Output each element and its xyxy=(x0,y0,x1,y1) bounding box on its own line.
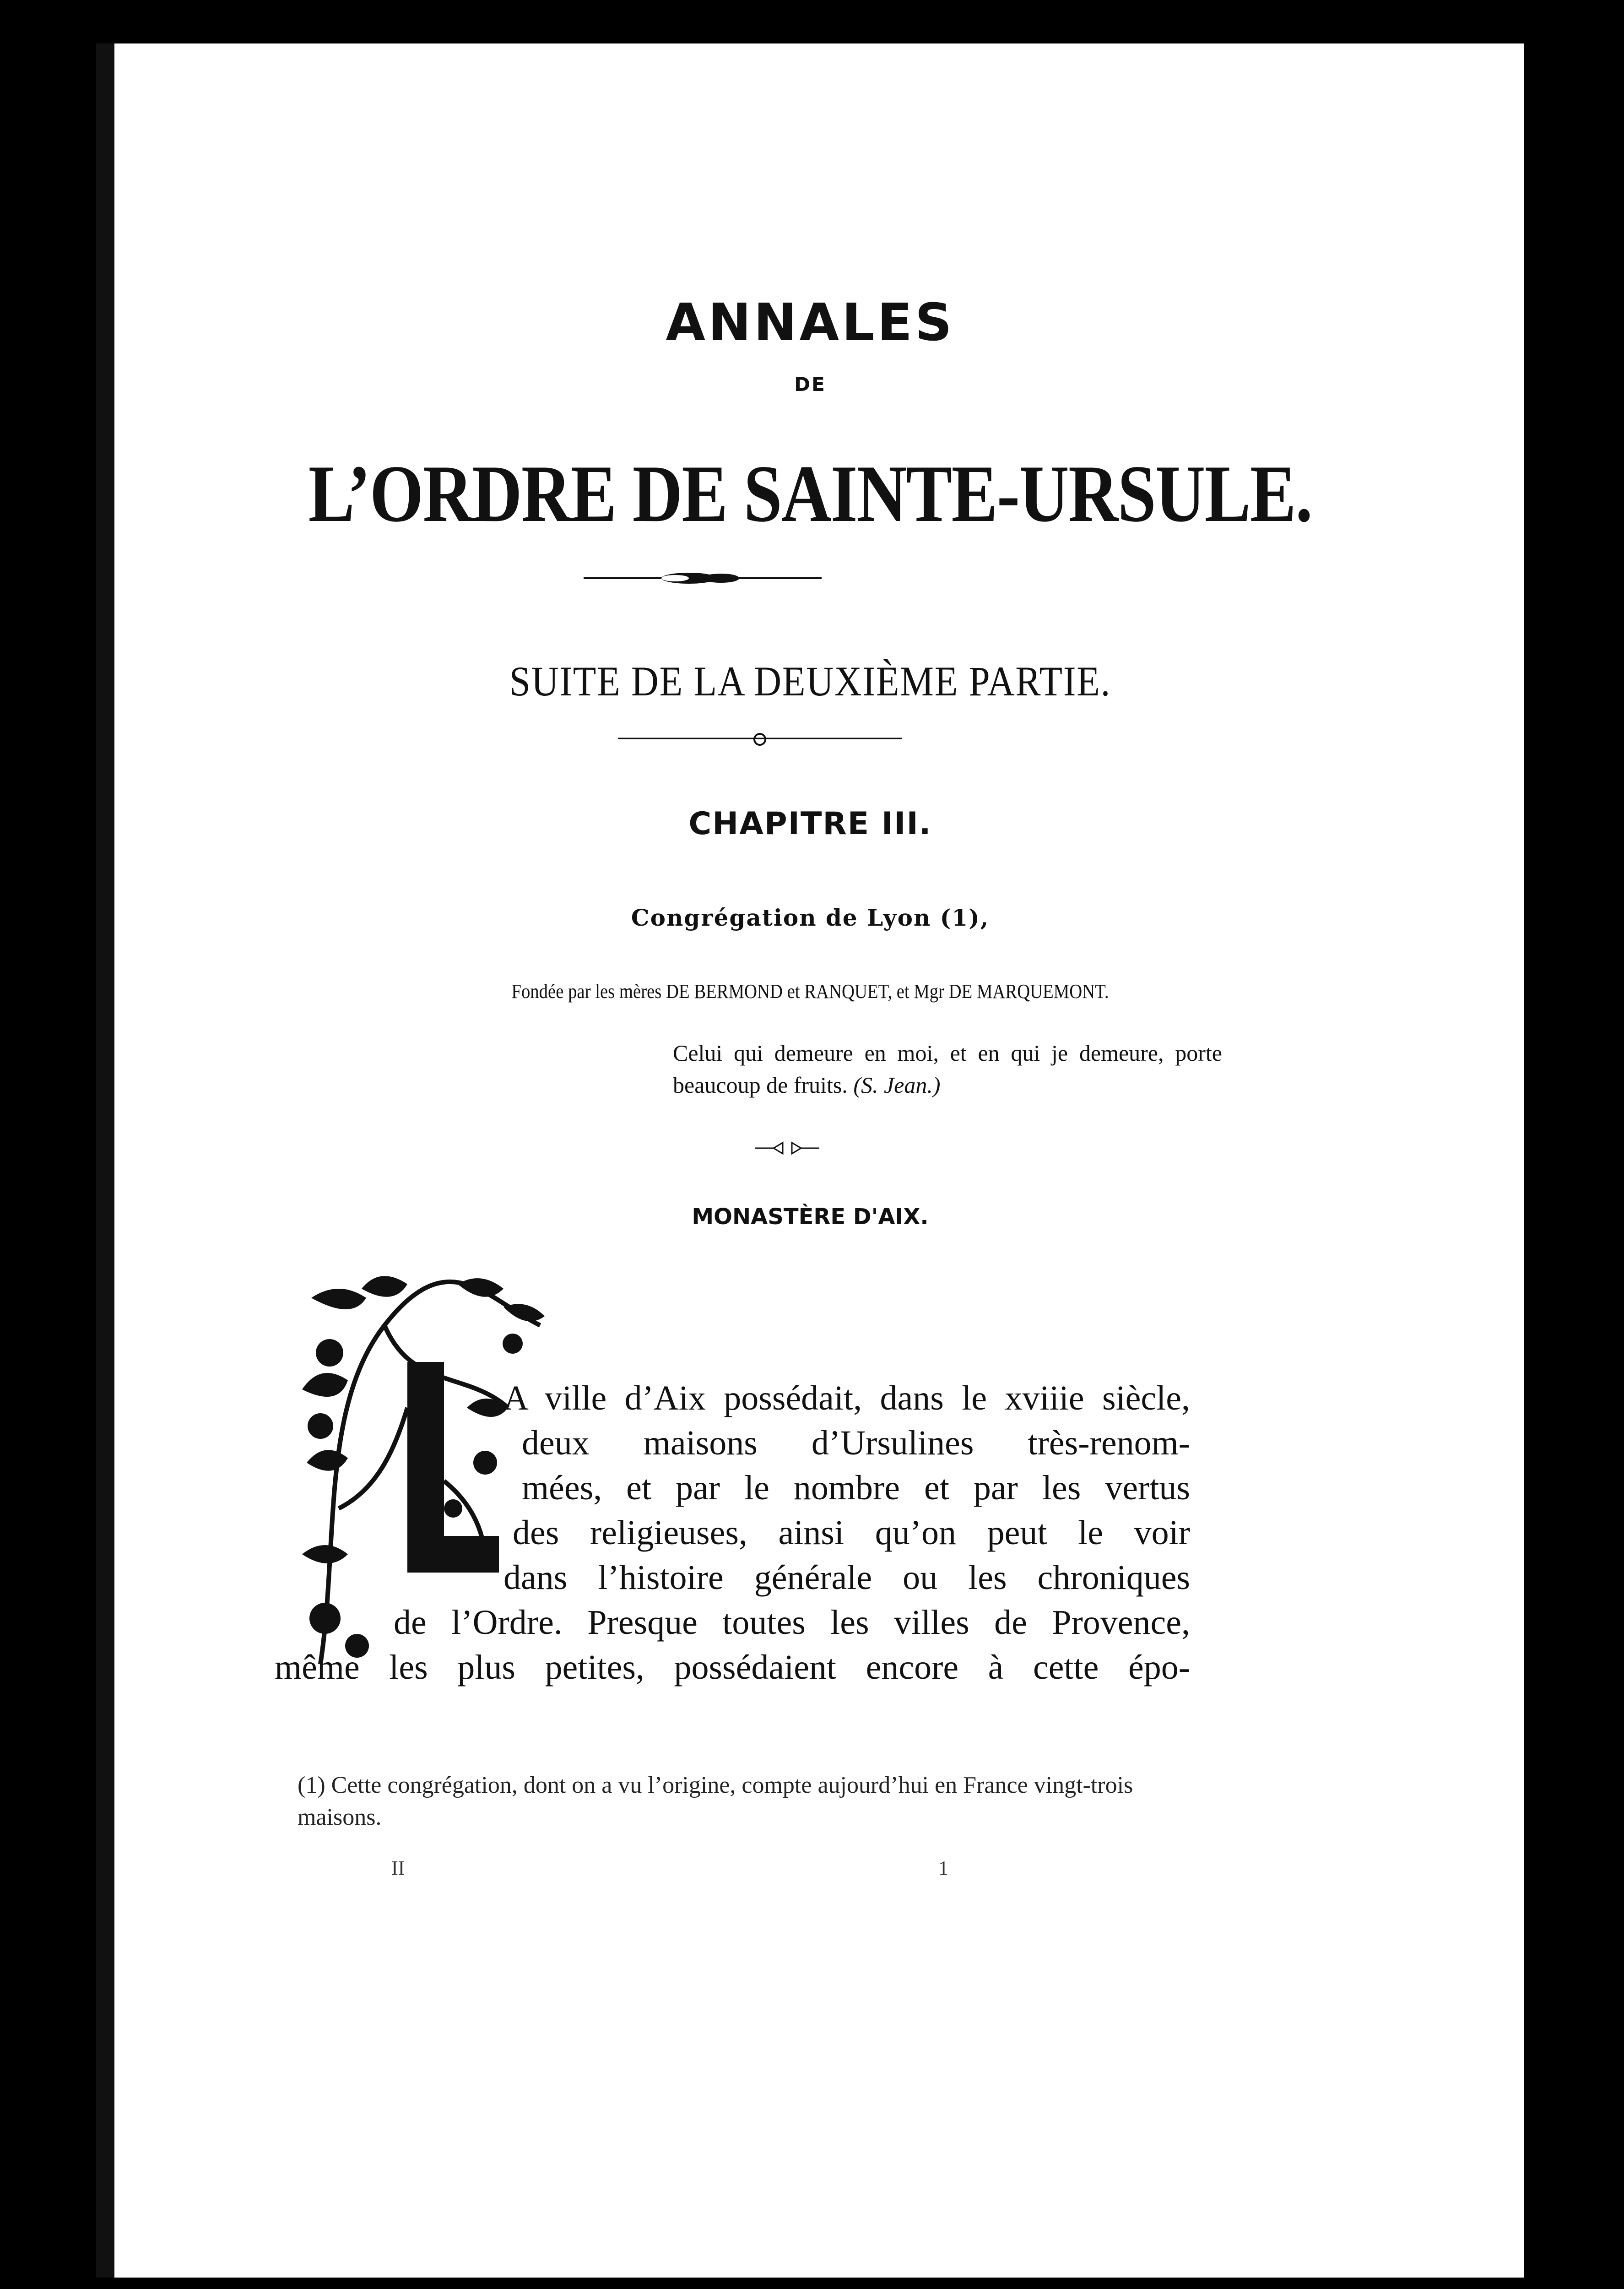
ornament-rule-icon xyxy=(584,569,822,587)
body-line: des religieuses, ainsi qu’on peut le voir xyxy=(513,1513,1190,1552)
part-heading: SUITE DE LA DEUXIÈME PARTIE. xyxy=(509,658,1111,705)
signature-mark: II xyxy=(391,1857,405,1879)
chapter-title: Congrégation de Lyon (1), xyxy=(631,904,990,931)
ornament-line-icon xyxy=(618,730,902,749)
body-line: deux maisons d’Ursulines très-renom- xyxy=(522,1424,1190,1462)
footnote: (1) Cette congrégation, dont on a vu l’origine, compte aujourd’hui en France vingt-trois maisons. xyxy=(298,1772,1133,1830)
body-line: de l’Ordre. Presque toutes les villes de Provence, xyxy=(394,1603,1190,1642)
chapter-founders: Fondée par les mères DE BERMOND et RANQUET, et Mgr DE MARQUEMONT. xyxy=(511,980,1109,1003)
small-ornament-icon xyxy=(755,1140,819,1156)
chapter-number: CHAPITRE III. xyxy=(688,806,932,842)
body-paragraph xyxy=(275,1376,1190,1690)
signature-number: 1 xyxy=(938,1857,948,1879)
body-line: A ville d’Aix possédait, dans le xviiie siècle, xyxy=(503,1379,1190,1417)
page-subtitle: L’ORDRE DE SAINTE-URSULE. xyxy=(308,448,1312,539)
book-page xyxy=(96,43,1524,2278)
page-title: ANNALES xyxy=(666,293,955,353)
title-connector: DE xyxy=(794,373,826,396)
epigraph xyxy=(673,1037,1222,1101)
section-title: MONASTÈRE D'AIX. xyxy=(692,1204,929,1230)
epigraph-text: Celui qui demeure en moi, et en qui je demeure, porte beaucoup de fruits. xyxy=(673,1040,1222,1098)
body-line: dans l’histoire générale ou les chroniques xyxy=(503,1558,1190,1597)
body-line: même les plus petites, possédaient encore à cette épo- xyxy=(275,1648,1190,1687)
epigraph-citation: (S. Jean.) xyxy=(853,1072,941,1098)
body-line: mées, et par le nombre et par les vertus xyxy=(522,1469,1190,1507)
